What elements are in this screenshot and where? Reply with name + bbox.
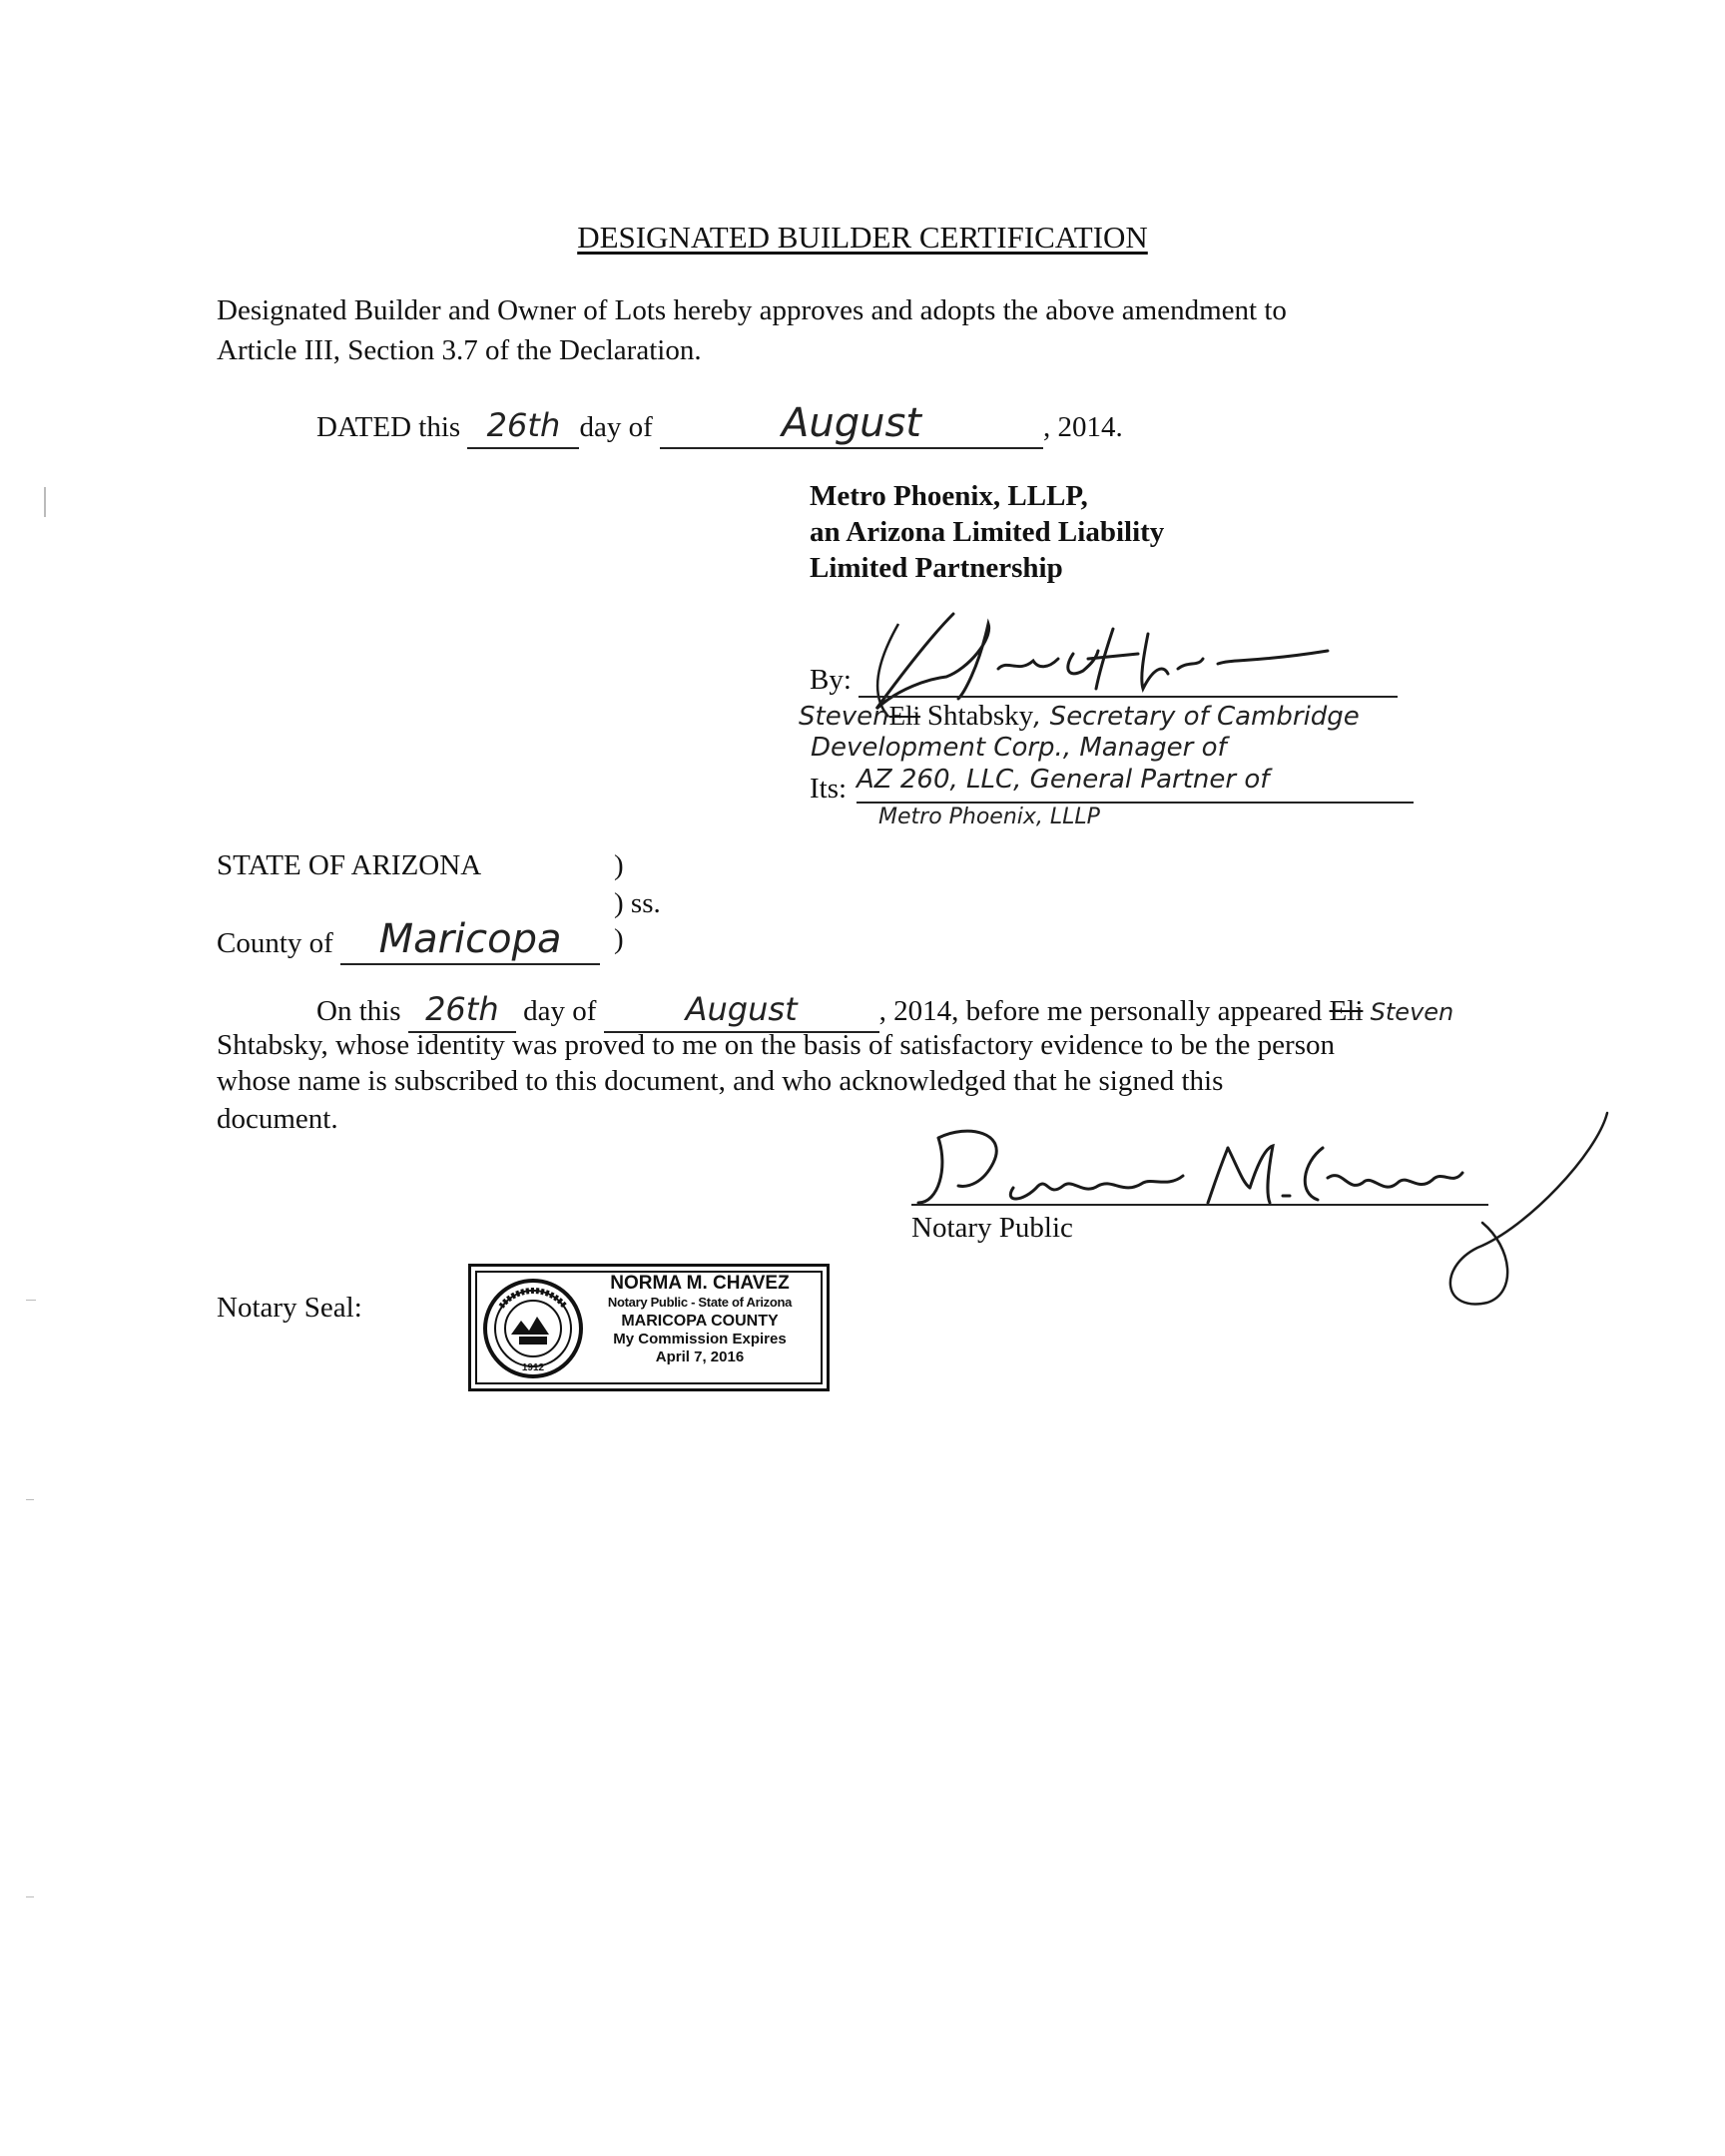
entity-line-2: an Arizona Limited Liability <box>810 516 1165 548</box>
its-label: Its: <box>810 773 848 805</box>
intro-line-2: Article III, Section 3.7 of the Declaration. <box>217 334 702 366</box>
arizona-state-seal-icon <box>481 1277 585 1380</box>
seal-notary-name: NORMA M. CHAVEZ <box>610 1273 790 1294</box>
ack-line-3: whose name is subscribed to this document, and who acknowledged that he signed this <box>217 1065 1224 1097</box>
county-label: County of <box>217 927 333 959</box>
its-handwriting-1: AZ 260, LLC, General Partner of <box>857 765 1270 795</box>
ack-month-handwriting: August <box>685 990 798 1028</box>
ack-middle: day of <box>523 995 597 1027</box>
scan-artifact <box>26 1896 34 1897</box>
scan-artifact <box>26 1499 34 1500</box>
its-line <box>857 802 1414 804</box>
ack-day-handwriting: 26th <box>425 990 499 1028</box>
entity-line-3: Limited Partnership <box>810 552 1063 584</box>
document-title: DESIGNATED BUILDER CERTIFICATION <box>577 220 1148 255</box>
seal-commission-date: April 7, 2016 <box>655 1348 745 1365</box>
dated-line <box>316 400 1123 449</box>
signer-first-handwriting: Steven <box>799 702 889 732</box>
signer-printed-name: Shtabsky <box>926 700 1034 732</box>
state-label: STATE OF ARIZONA <box>217 849 482 881</box>
ack-line-4: document. <box>217 1103 338 1135</box>
venue-paren-bottom: ) <box>614 923 624 955</box>
seal-notary-state: Notary Public - State of Arizona <box>607 1295 793 1310</box>
county-handwriting: Maricopa <box>378 916 562 962</box>
its-handwriting-2: Metro Phoenix, LLLP <box>878 805 1100 829</box>
notary-seal-text <box>579 1273 821 1366</box>
scan-artifact <box>26 1300 36 1301</box>
notary-seal-stamp <box>468 1264 830 1391</box>
ack-name-handwriting: Steven <box>1370 998 1454 1026</box>
seal-emblem-year: 1912 <box>521 1362 545 1373</box>
ack-after-month: , 2014, before me personally appeared <box>878 995 1323 1027</box>
dated-middle: day of <box>579 411 653 443</box>
seal-county: MARICOPA COUNTY <box>621 1313 779 1330</box>
venue-paren-top: ) <box>614 849 624 881</box>
by-label: By: <box>810 664 852 696</box>
signer-name-line <box>799 697 1360 736</box>
signer-title-handwriting-1: , Secretary of Cambridge <box>1033 702 1360 732</box>
dated-prefix: DATED this <box>316 411 461 443</box>
dated-day-handwriting: 26th <box>486 406 561 444</box>
dated-day-field <box>467 405 579 449</box>
notary-public-label: Notary Public <box>911 1212 1073 1244</box>
notary-signature-line <box>911 1204 1488 1206</box>
signer-struck-name: Eli <box>888 701 921 731</box>
ack-prefix: On this <box>316 995 401 1027</box>
county-line <box>217 916 600 965</box>
dated-month-field <box>660 400 1043 449</box>
notary-seal-label: Notary Seal: <box>217 1292 362 1324</box>
dated-month-handwriting: August <box>781 400 921 446</box>
venue-ss: ) ss. <box>614 887 661 919</box>
intro-line-1: Designated Builder and Owner of Lots hereby approves and adopts the above amendment to <box>217 294 1287 326</box>
scan-artifact <box>44 487 46 517</box>
ack-struck-name: Eli <box>1329 995 1364 1027</box>
signer-title-handwriting-2: Development Corp., Manager of <box>811 733 1227 763</box>
dated-suffix: , 2014. <box>1042 411 1123 443</box>
entity-line-1: Metro Phoenix, LLLP, <box>810 480 1088 512</box>
seal-commission-label: My Commission Expires <box>613 1331 787 1348</box>
county-field <box>340 916 600 965</box>
ack-line-2: Shtabsky, whose identity was proved to me on the basis of satisfactory evidence to be the person <box>217 1029 1335 1061</box>
